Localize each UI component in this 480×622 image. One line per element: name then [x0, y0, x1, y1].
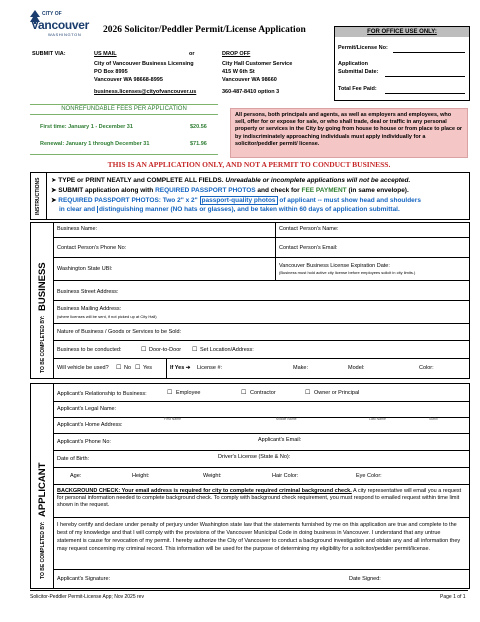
- instruction-2-a: SUBMIT application along with: [58, 187, 154, 194]
- footer-left: Solicitor-Peddler Permit-License App; Nov 2025 rev: [30, 594, 144, 600]
- applicant-side-small: TO BE COMPLETED BY:: [40, 521, 46, 579]
- suffix-caption: Suffix: [429, 417, 438, 421]
- fee-paid-label: Total Fee Paid:: [338, 86, 377, 92]
- fee-paid-line: [385, 93, 465, 94]
- applicant-side-label: [34, 429, 52, 579]
- applicant-side-big: APPLICANT: [37, 462, 48, 517]
- first-time-label: First time: January 1 - December 31: [40, 124, 133, 130]
- weight-field[interactable]: Weight:: [203, 473, 222, 479]
- certification-text: I hereby certify and declare under penalty of perjury under Washington state law that the statements furnished by me on this application are true and complete to the best of my knowledge and that I will comply with the provisions of the Vancouver Municipal Code in doing business in Vancouver. I understand that any untrue statement is cause for revocation of my permit. I hereby authorize the City of Vancouver to conduct a background investigation and obtain any and all information they may request concerning my criminal record. This information will be used for the purpose of determining my eligibility for a solicitor/peddler permit/license.: [57, 522, 461, 552]
- instruction-3-a: REQUIRED PASSPORT PHOTOS: Two 2" x 2": [58, 197, 198, 204]
- background-check-title: BACKGROUND CHECK: Your email address is required for city to complete required criminal background check.: [57, 488, 352, 494]
- footer-right: Page 1 of 1: [440, 594, 466, 600]
- last-name-caption: Last Name: [369, 417, 386, 421]
- or-label: or: [189, 51, 195, 57]
- nature-of-business-field[interactable]: Nature of Business / Goods or Services to be Sold:: [57, 329, 182, 335]
- vehicle-license-field[interactable]: License #:: [197, 365, 223, 371]
- instructions-side-label: INSTRUCTIONS: [35, 177, 41, 215]
- instructions-box: [30, 172, 470, 220]
- background-check-text: [57, 488, 465, 510]
- signature-field[interactable]: Applicant's Signature:: [57, 576, 111, 582]
- mail-line-2: PO Box 8995: [94, 69, 128, 75]
- owner-checkbox[interactable]: ☐: [305, 390, 311, 396]
- license-expiration-note: (Business must hold active city license before employees solicit in city limits.): [279, 270, 416, 275]
- relationship-label: Applicant's Relationship to Business:: [57, 391, 147, 397]
- first-name-caption: First Name: [164, 417, 182, 421]
- vehicle-model-field[interactable]: Model:: [348, 365, 365, 371]
- drop-phone: 360-487-8410 option 3: [222, 89, 280, 95]
- if-yes-label: If Yes ➔: [170, 365, 191, 371]
- not-a-permit-text: THIS IS AN APPLICATION ONLY, AND NOT A PERMIT TO CONDUCT BUSINESS.: [107, 160, 391, 169]
- date-signed-field[interactable]: Date Signed:: [349, 576, 381, 582]
- vehicle-yes-checkbox[interactable]: ☐: [135, 365, 141, 371]
- instruction-1-italic: Unreadable or incomplete applications will not be accepted.: [225, 177, 411, 184]
- set-location-label: Set Location/Address:: [200, 347, 254, 353]
- arrow-icon: ➤: [51, 197, 59, 204]
- arrow-icon: ➤: [51, 177, 59, 184]
- renewal-fee: $71.96: [190, 141, 207, 147]
- dob-field[interactable]: Date of Birth:: [57, 456, 90, 462]
- submittal-date-label: Submittal Date:: [338, 69, 379, 75]
- street-address-field[interactable]: Business Street Address:: [57, 289, 119, 295]
- drop-line-1: City Hall Customer Service: [222, 61, 293, 67]
- us-mail-label: US MAIL: [94, 51, 117, 57]
- instruction-2-blue: REQUIRED PASSPORT PHOTOS: [155, 187, 256, 194]
- contractor-checkbox[interactable]: ☐: [241, 390, 247, 396]
- vehicle-no-label: No: [124, 365, 132, 371]
- eye-color-field[interactable]: Eye Color:: [356, 473, 382, 479]
- fees-header: NONREFUNDABLE FEES PER APPLICATION: [61, 106, 187, 112]
- drop-off-label: DROP OFF: [222, 51, 251, 57]
- age-field[interactable]: Age:: [70, 473, 82, 479]
- hair-color-field[interactable]: Hair Color:: [272, 473, 299, 479]
- contact-phone-field[interactable]: Contact Person's Phone No:: [57, 245, 127, 251]
- application-label: Application: [338, 61, 368, 67]
- instruction-4-a: in clear and: [59, 206, 96, 213]
- instruction-2-b: and check for: [257, 187, 300, 194]
- drivers-license-field[interactable]: Driver's License (State & No):: [218, 454, 291, 460]
- mail-email-link[interactable]: business.licenses@cityofvancouver.us: [94, 89, 197, 95]
- employee-checkbox[interactable]: ☐: [167, 390, 173, 396]
- applicability-notice-text: All persons, both principals and agents, as well as employers and employees, who sell, offer for or expose for sale, or who shall trade, deal or traffic in any personal property or services in the City by going from house to house or from place to place or by indiscriminately approaching individuals must apply individually for a solicitor/peddler permit/ license.: [235, 112, 463, 147]
- middle-name-caption: Middle Name: [276, 417, 297, 421]
- drop-line-2: 415 W 6th St: [222, 69, 255, 75]
- height-field[interactable]: Height:: [132, 473, 150, 479]
- permit-no-line: [393, 52, 465, 53]
- office-use-box: [334, 26, 470, 101]
- legal-name-field[interactable]: Applicant's Legal Name:: [57, 406, 117, 412]
- contact-email-field[interactable]: Contact Person's Email:: [279, 245, 338, 251]
- city-logo: [30, 10, 92, 46]
- instruction-line-3: [51, 196, 421, 204]
- vehicle-no-checkbox[interactable]: ☐: [116, 365, 122, 371]
- instruction-1-bold: TYPE or PRINT NEATLY and COMPLETE ALL FIELDS.: [58, 177, 224, 184]
- logo-name: Vancouver: [31, 18, 89, 32]
- vehicle-yes-label: Yes: [143, 365, 152, 371]
- submittal-date-line: [385, 76, 465, 77]
- business-side-small: TO BE COMPLETED BY:: [40, 315, 46, 373]
- conducted-label: Business to be conducted:: [57, 347, 122, 353]
- contractor-label: Contractor: [250, 390, 276, 396]
- applicant-section: [30, 383, 470, 589]
- instruction-4-b: distinguishing manner (NO hats or glasses), and be taken within 60 days of application submittal.: [98, 206, 400, 213]
- contact-name-field[interactable]: Contact Person's Name:: [279, 226, 339, 232]
- drop-line-3: Vancouver WA 98660: [222, 77, 277, 83]
- instruction-line-4: [59, 206, 400, 213]
- mailing-address-field[interactable]: Business Mailing Address:: [57, 306, 122, 312]
- instruction-line-1: [51, 176, 410, 184]
- applicability-notice: [230, 108, 468, 158]
- mail-line-1: City of Vancouver Business Licensing: [94, 61, 194, 67]
- page-title: 2026 Solicitor/Peddler Permit/License Application: [103, 25, 306, 35]
- office-use-header: FOR OFFICE USE ONLY:: [335, 27, 469, 37]
- instruction-2-c: (in same envelope).: [348, 187, 409, 194]
- logo-state: WASHINGTON: [48, 32, 82, 37]
- logo-city-of: CITY OF: [42, 11, 62, 17]
- vehicle-color-field[interactable]: Color:: [419, 365, 434, 371]
- vehicle-label: Will vehicle be used?: [57, 365, 109, 371]
- ubi-field[interactable]: Washington State UBI:: [57, 266, 113, 272]
- business-name-field[interactable]: Business Name:: [57, 226, 98, 232]
- license-expiration-field[interactable]: Vancouver Business License Expiration Date:: [279, 263, 390, 269]
- door-to-door-checkbox[interactable]: ☐: [141, 347, 147, 353]
- arrow-icon: ➤: [51, 187, 59, 194]
- door-to-door-label: Door-to-Door: [149, 347, 182, 353]
- set-location-checkbox[interactable]: ☐: [192, 347, 198, 353]
- passport-photos-link[interactable]: passport-quality photos: [201, 197, 276, 204]
- instruction-line-2: [51, 186, 409, 194]
- applicant-phone-field[interactable]: Applicant's Phone No:: [57, 439, 111, 445]
- submit-via-label: SUBMIT VIA:: [32, 51, 66, 57]
- instruction-2-green: FEE PAYMENT: [301, 187, 347, 194]
- mail-line-3: Vancouver WA 98668-8995: [94, 77, 163, 83]
- business-section: [30, 222, 470, 379]
- renewal-label: Renewal: January 1 through December 31: [40, 141, 150, 147]
- owner-label: Owner or Principal: [314, 390, 360, 396]
- home-address-field[interactable]: Applicant's Home Address:: [57, 422, 123, 428]
- vehicle-make-field[interactable]: Make:: [293, 365, 308, 371]
- employee-label: Employee: [176, 390, 201, 396]
- first-time-fee: $20.56: [190, 124, 207, 130]
- permit-no-label: Permit/License No:: [338, 45, 388, 51]
- instruction-3-b: of applicant -- must show head and shoulders: [279, 197, 421, 204]
- applicant-email-field[interactable]: Applicant's Email:: [258, 437, 302, 443]
- not-a-permit-notice: [30, 160, 468, 170]
- business-side-big: BUSINESS: [37, 262, 48, 311]
- mailing-address-note: (where licenses will be sent, if not picked up at City Hall): [57, 314, 157, 319]
- business-side-label: [34, 263, 52, 373]
- background-check-body: A city representative will email you a request for personal information needed to complete background check. To comply with background check requirement, you must respond to emailed request within time limit shown in the request.: [57, 488, 462, 509]
- fees-section: [30, 104, 218, 157]
